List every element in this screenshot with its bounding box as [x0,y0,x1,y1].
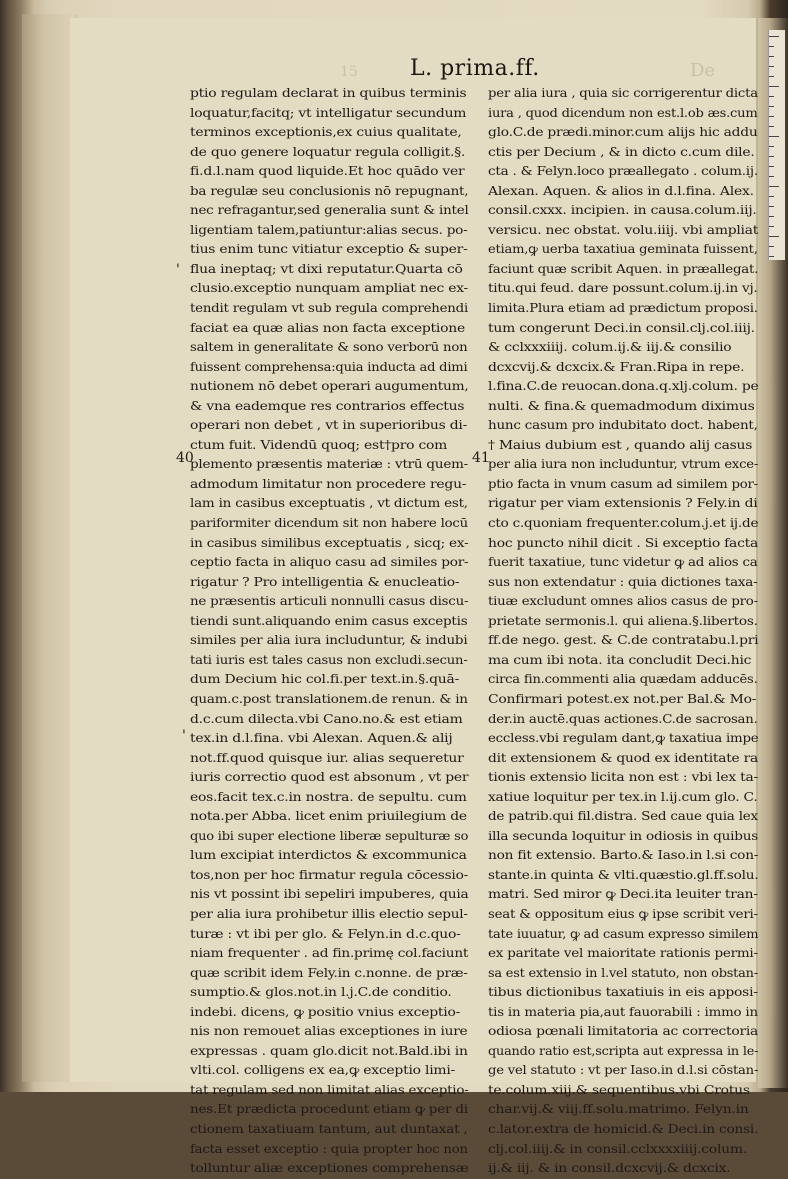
text-line: Alexan. Aquen. & alios in d.l.fina. Alex. [488,183,754,198]
text-line: eos.facit tex.c.in nostra. de sepultu. cum [190,789,467,804]
bleed-through-text-left: 15 [340,64,358,80]
text-line: faciunt quæ scribit Aquen. in præallegat. [488,261,759,276]
text-line: quæ scribit idem Fely.in c.nonne. de præ- [190,965,468,980]
text-line: versicu. nec obstat. volu.iiij. vbi ampliat [488,222,759,237]
text-line: xatiue loquitur per tex.in l.ij.cum glo. C. [488,789,758,804]
text-line: l.fina.C.de reuocan.dona.q.xlj.colum. pe [488,379,759,394]
text-line: pariformiter dicendum sit non habere locū [190,516,468,531]
ruler-tick [769,76,774,77]
text-line: ptio regulam declarat in quibus terminis [190,86,467,100]
text-line: clusio.exceptio nunquam ampliat nec ex- [190,281,469,296]
text-line: ij.& iij. & in consil.dcxcvij.& dcxcix. [488,1161,731,1176]
text-line: tos,non per hoc firmatur regula cōcessio- [190,867,469,882]
text-line: vlti.col. colligens ex ea,ꝙ exceptio limi- [190,1063,456,1078]
text-line: Confirmari potest.ex not.per Bal.& Mo- [488,691,757,706]
text-line: circa fin.commenti alia quædam adducēs. [488,672,758,687]
text-line: ctum fuit. Videndū quoq; est†pro com [190,437,448,452]
text-line: similes per alia iura includuntur, & indubi [190,633,468,648]
left-text-column [190,84,468,1179]
text-line: clj.col.iiij.& in consil.cclxxxxiiij.colum. [488,1141,748,1156]
text-line: tolluntur aliæ exceptiones comprehensæ [190,1161,469,1176]
text-line: glo.C.de prædi.minor.cum alijs hic addu [488,125,758,140]
text-line: d.c.cum dilecta.vbi Cano.no.& est etiam [190,711,463,726]
text-line: iura , quod dicendum non est.l.ob æs.cum [488,105,758,120]
text-line: per alia iura prohibetur illis electio sepul- [190,906,468,921]
text-line: ctis per Decium , & in dicto c.cum dile. [488,144,755,159]
text-line: ceptio facta in aliquo casu ad similes por- [190,555,469,570]
text-line: ba regulæ seu conclusionis nō repugnant, [190,183,469,198]
ruler-tick [769,66,774,67]
text-line: flua ineptaq; vt dixi reputatur.Quarta cō [190,261,463,276]
text-line: rigatur ? Pro intelligentia & enucleatio- [190,574,460,589]
text-line: & vna eademque res contrarios effectus [190,398,465,413]
text-line: illa secunda loquitur in odiosis in quibus [488,828,759,843]
text-line: ne præsentis articuli nonnulli casus discu- [190,594,469,609]
text-line: rigatur per viam extensionis ? Fely.in di [488,496,758,511]
text-line: sus non extendatur : quia dictiones taxa- [488,574,758,589]
text-line: tiuæ excludunt omnes alios casus de pro- [488,594,758,609]
text-line: nec refragantur,sed generalia sunt & intel [190,203,469,218]
text-line: titu.qui feud. dare possunt.colum.ij.in vj. [488,281,758,296]
text-line: dcxcvij.& dcxcix.& Fran.Ripa in repe. [488,359,745,374]
text-line: de patrib.qui fil.distra. Sed caue quia lex [488,809,758,824]
text-line: nulti. & fina.& quemadmodum diximus [488,398,755,413]
text-line: seat & oppositum eius ꝙ ipse scribit veri- [488,906,758,921]
text-line: sa est extensio in l.vel statuto, non obstan- [488,965,758,980]
text-line: quam.c.post translationem.de renun. & in [190,691,468,706]
text-line: ptio facta in vnum casum ad similem por- [488,476,758,491]
text-line: stante.in quinta & vlti.quæstio.gl.ff.solu. [488,867,759,882]
text-line: ge vel statuto : vt per Iaso.in d.l.si cōstan- [488,1063,759,1078]
text-line: prietate sermonis.l. qui aliena.§.libertos. [488,613,758,628]
text-line: niam frequenter . ad fin.primę col.faciunt [190,946,469,961]
text-line: loquatur,facitq; vt intelligatur secundum [190,105,467,120]
running-title: L. prima.ff. [410,56,540,81]
right-text-column [488,84,758,1179]
text-line: per alia iura , quia sic corrigerentur dicta [488,86,758,100]
text-line: char.vij.& viij.ff.solu.matrimo. Felyn.in [488,1102,749,1117]
text-line: limita.Plura etiam ad prædictum proposi. [488,301,758,316]
bleed-through-text: De [690,60,716,81]
text-line: plemento præsentis materiæ : vtrū quem- [190,457,469,472]
text-line: quando ratio est,scripta aut expressa in le- [488,1043,759,1058]
text-line: turæ : vt ibi per glo. & Felyn.in d.c.quo- [190,926,461,941]
text-line: sumptio.& glos.not.in l.j.C.de conditio. [190,985,452,1000]
text-line: hunc casum pro indubitato doct. habent, [488,418,758,433]
ruler-tick [769,46,774,47]
text-line: nota.per Abba. licet enim priuilegium de [190,809,467,824]
text-line: der.in auctē.quas actiones.C.de sacrosan. [488,711,758,726]
text-line: fuissent comprehensa:quia inducta ad dimi [190,359,468,374]
text-line: expressas . quam glo.dicit not.Bald.ibi in [190,1043,468,1058]
text-line: not.ff.quod quisque iur. alias sequeretur [190,750,464,765]
text-line: ligentiam talem,patiuntur:alias secus. po- [190,222,468,237]
text-line: tum congerunt Deci.in consil.clj.col.iiij. [488,320,755,335]
text-line: nis non remouet alias exceptiones in iure [190,1024,468,1039]
text-line: in casibus similibus exceptuatis , sicq; ex- [190,535,469,550]
ruler-tick [769,36,779,37]
text-line: c.lator.extra de homicid.& Deci.in consi. [488,1121,759,1136]
text-line: faciat ea quæ alias non facta exceptione [190,320,465,335]
text-line: facta esset exceptio : quia propter hoc non [190,1141,468,1156]
text-line: nutionem nō debet operari augumentum, [190,379,469,394]
text-line: operari non debet , vt in superioribus di- [190,418,468,433]
text-line: cto c.quoniam frequenter.colum.j.et ij.de [488,516,759,531]
margin-number-40: 40 [176,450,194,466]
text-line: dum Decium hic col.fi.per text.in.§.quā- [190,672,460,687]
text-line: per alia iura non includuntur, vtrum exce- [488,457,759,472]
text-line: tex.in d.l.fina. vbi Alexan. Aquen.& alij [190,731,453,746]
margin-number-41: 41 [472,450,490,466]
text-line: consil.cxxx. incipien. in causa.colum.iij. [488,203,757,218]
text-line: tibus dictionibus taxatiuis in eis apposi- [488,985,758,1000]
text-line: etiam,ꝙ uerba taxatiua geminata fuissent, [488,242,758,257]
text-line: fuerit taxatiue, tunc videtur ꝙ ad alios ca [488,555,758,570]
text-line: saltem in generalitate & sono verborū non [190,340,468,355]
margin-mark: ' [176,262,180,278]
text-line: cta . & Felyn.loco præallegato . colum.ij. [488,164,758,179]
text-line: terminos exceptionis,ex cuius qualitate, [190,125,462,140]
text-line: matri. Sed miror ꝙ Deci.ita leuiter tran- [488,887,758,902]
text-line: tendit regulam vt sub regula comprehendi [190,301,469,316]
text-line: tius enim tunc vitiatur exceptio & super- [190,242,468,257]
text-line: ff.de nego. gest. & C.de contratabu.l.pri [488,633,759,648]
text-line: tionis extensio licita non est : vbi lex ta- [488,770,759,785]
text-line: hoc puncto nihil dicit . Si exceptio facta [488,535,759,550]
margin-mark-2: ' [182,728,186,744]
text-line: tate iuuatur, ꝙ ad casum expresso similem [488,926,759,941]
text-line: quo ibi super electione liberæ sepulturæ so [190,828,469,843]
text-line: nes.Et prædicta procedunt etiam ꝙ per di [190,1102,468,1117]
text-line: lum excipiat interdictos & excommunica [190,848,467,863]
text-line: fi.d.l.nam quod liquide.Et hoc quādo ver [190,164,465,179]
page-stack-edge [22,14,77,1082]
text-line: eccless.vbi regulam dant,ꝙ taxatiua impe [488,731,759,746]
text-line: & cclxxxiiij. colum.ij.& iij.& consilio [488,340,732,355]
text-line: lam in casibus exceptuatis , vt dictum est, [190,496,468,511]
text-line: ma cum ibi nota. ita concludit Deci.hic [488,652,752,667]
ruler-tick [769,56,774,57]
text-line: nis vt possint ibi sepeliri impuberes, quia [190,887,469,902]
text-line: te.colum.xiij.& sequentibus.vbi Crotus [488,1082,750,1097]
text-line: tati iuris est tales casus non excludi.secun- [190,652,468,667]
text-line: ctionem taxatiuam tantum, aut duntaxat , [190,1121,468,1136]
text-line: tat regulam sed non limitat alias exceptio- [190,1082,469,1097]
text-line: indebi. dicens, ꝙ positio vnius exceptio- [190,1004,461,1019]
text-line: † Maius dubium est , quando alij casus [488,437,753,452]
text-line: iuris correctio quod est absonum , vt per [190,770,469,785]
text-line: de quo genere loquatur regula colligit.§. [190,144,466,159]
text-line: admodum limitatur non procedere regu- [190,476,467,491]
text-line: tis in materia pia,aut fauorabili : immo in [488,1004,758,1019]
text-line: tiendi sunt.aliquando enim casus exceptis [190,613,468,628]
text-line: odiosa pœnali limitatoria ac correctoria [488,1024,759,1039]
text-line: ex paritate vel maioritate rationis permi- [488,946,758,961]
text-line: dit extensionem & quod ex identitate ra [488,750,758,765]
text-line: non fit extensio. Barto.& Iaso.in l.si con- [488,848,759,863]
